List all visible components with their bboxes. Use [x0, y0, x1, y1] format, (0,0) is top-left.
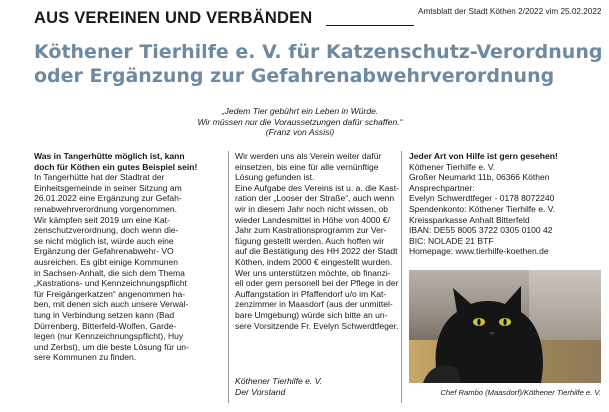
- article-headline: [34, 40, 604, 88]
- column-1-line: für Freigängerkatzen“ angenommen ha-: [34, 288, 186, 299]
- column-1-line: in Sachsen-Anhalt, die sich dem Thema: [34, 267, 185, 278]
- article-column-2: [235, 151, 399, 331]
- article-signature: [235, 376, 322, 397]
- column-2-line: Auffangstation in Pfaffendorf u/o im Kat-: [235, 288, 387, 299]
- column-1-line: zenschutzverordnung, doch wenn die-: [34, 225, 179, 236]
- quote-line-1: „Jedem Tier gebührt ein Leben in Würde.: [221, 106, 379, 116]
- column-2-line: ration der „Looser der Straße“, auch wenn: [235, 193, 395, 204]
- column-2-line: fügung gestellt werden. Auch hoffen wir: [235, 235, 385, 246]
- section-heading: AUS VEREINEN UND VERBÄNDEN: [34, 9, 313, 27]
- column-2-line: Eine Aufgabe des Vereins ist u. a. die Kast-: [235, 182, 399, 193]
- quote-line-2: Wir müssen nur die Voraussetzungen dafür schaffen.“: [197, 116, 403, 127]
- column-2-line: Wir werden uns als Verein weiter dafür: [235, 151, 382, 161]
- column-2-line: ell oder gern personell bei der Pflege in der: [235, 278, 399, 289]
- signature-board: Der Vorstand: [235, 386, 286, 397]
- column-1-line: Dürrenberg, Bitterfeld-Wolfen, Garde-: [34, 320, 177, 331]
- column-1-line: Ergänzung der Gefahrenabwehr- VO: [34, 246, 174, 257]
- contact-line: Kreissparkasse Anhalt Bitterfeld: [409, 214, 530, 225]
- column-1-line: legen (nur Kennzeichnungspflicht), Huy: [34, 331, 184, 342]
- contact-lead: Jeder Art von Hilfe ist gern gesehen!: [409, 151, 558, 161]
- contact-line: Ansprechpartner:: [409, 182, 475, 193]
- signature-organisation: Köthener Tierhilfe e. V.: [235, 376, 323, 386]
- headline-line-2: oder Ergänzung zur Gefahrenabwehrverordnung: [34, 65, 555, 87]
- column-1-line: „Kastrations- und Kennzeichnungspflicht: [34, 278, 187, 289]
- column-divider: [401, 151, 402, 403]
- contact-line: Evelyn Schwerdtfeger - 0178 8072240: [409, 193, 555, 204]
- column-divider: [228, 151, 229, 403]
- column-1-lead-2: doch für Köthen ein gutes Beispiel sein!: [34, 161, 198, 172]
- issue-info: Amtsblatt der Stadt Köthen 2/2022 vim 25.02.2022: [418, 7, 602, 16]
- column-2-line: wir in diesem Jahr noch nicht wissen, ob: [235, 203, 388, 214]
- headline-line-1: Köthener Tierhilfe e. V. für Katzenschutz-Verordnung: [34, 41, 603, 63]
- column-2-line: Lösung gefunden ist.: [235, 172, 315, 183]
- article-column-1: [34, 151, 220, 363]
- photo-caption: Chef Rambo (Maasdorf)/Köthener Tierhilfe e. V.: [440, 388, 601, 397]
- column-1-line: ben, mit denen sich auch unsere Verwal-: [34, 299, 189, 310]
- column-1-lead-1: Was in Tangerhütte möglich ist, kann: [34, 151, 185, 161]
- contact-line: Großer Neumarkt 11b, 06366 Köthen: [409, 172, 550, 183]
- column-2-line: Köthen, indem 2000 € eingestellt wurden.: [235, 256, 393, 267]
- column-1-line: ausreichen. Es gibt einige Kommunen: [34, 256, 178, 267]
- column-1-line: renabwehrverordnung vorgenommen.: [34, 203, 178, 214]
- column-2-line: einsetzen, bis eine für alle vernünftige: [235, 161, 379, 172]
- column-1-line: und Zerbst), um die beste Lösung für un-: [34, 341, 189, 352]
- column-1-line: 26.01.2022 eine Ergänzung zur Gefah-: [34, 193, 182, 204]
- heading-rule: [326, 25, 414, 26]
- contact-homepage[interactable]: Homepage: www.tierhilfe-koethen.de: [409, 246, 549, 257]
- contact-line: Köthener Tierhilfe e. V.: [409, 161, 496, 172]
- cat-silhouette: [409, 270, 601, 383]
- column-2-line: Wer uns unterstützen möchte, ob finanzi-: [235, 267, 391, 278]
- contact-line: Spendenkonto: Köthener Tierhilfe e. V.: [409, 203, 556, 214]
- column-2-line: zenzimmer in Maasdorf (aus der unmittel-: [235, 299, 393, 310]
- column-2-line: Jahr zum Kastrationsprogramm zur Ver-: [235, 225, 387, 236]
- contact-column: [409, 151, 601, 257]
- quote-author: (Franz von Assisi): [265, 127, 335, 137]
- column-2-line: auf die Bestätigung des HH 2022 der Stadt: [235, 246, 398, 257]
- column-1-line: tung in Verbindung setzen kann (Bad: [34, 309, 175, 320]
- cat-photo: [409, 270, 601, 383]
- column-1-line: Wir kämpfen seit 2019 um eine Kat-: [34, 214, 170, 225]
- contact-line: IBAN: DE55 8005 3722 0305 0100 42: [409, 225, 553, 236]
- column-2-line: sere Vorsitzende Fr. Evelyn Schwerdtfeger.: [235, 320, 399, 331]
- column-1-line: se nicht möglich ist, würde auch eine: [34, 235, 174, 246]
- contact-line: BIC: NOLADE 21 BTF: [409, 235, 494, 246]
- quote-block: [150, 106, 450, 138]
- column-2-line: bare Umgebung) würde sich bitte an un-: [235, 309, 388, 320]
- column-1-line: Einheitsgemeinde in seiner Sitzung am: [34, 182, 182, 193]
- column-1-line: sere Kommunen zu finden.: [34, 352, 137, 363]
- column-2-line: wieder Landesmittel in Höhe von 4000 €/: [235, 214, 390, 225]
- column-1-line: In Tangerhütte hat der Stadtrat der: [34, 172, 165, 183]
